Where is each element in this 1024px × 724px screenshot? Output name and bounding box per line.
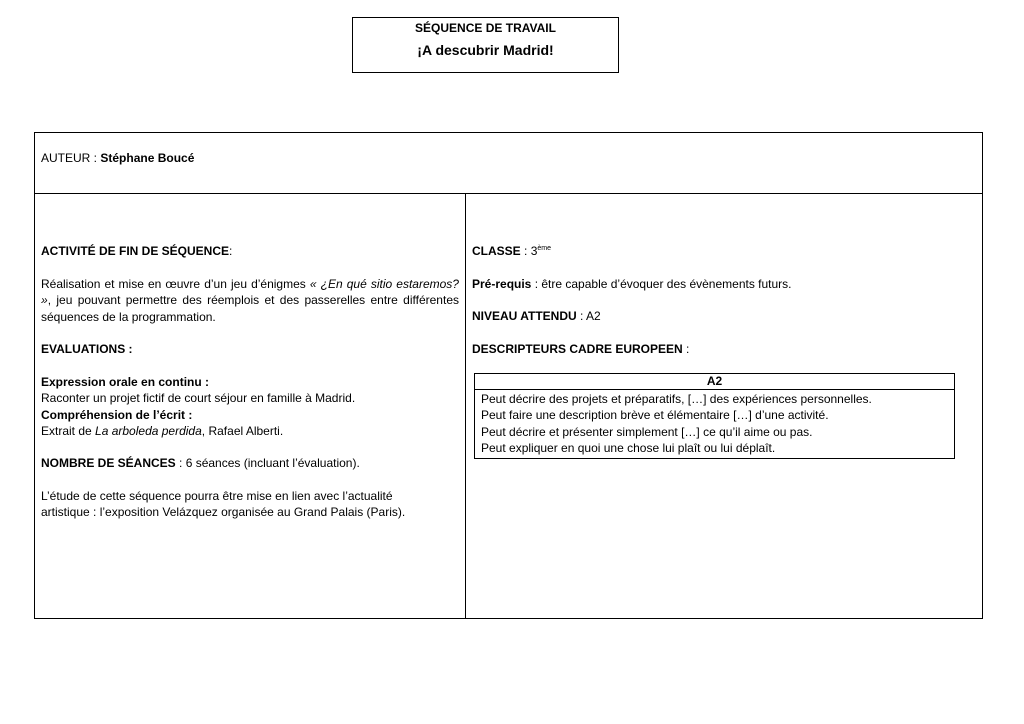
descripteurs-label: DESCRIPTEURS CADRE EUROPEEN bbox=[472, 342, 683, 356]
title-box bbox=[352, 17, 619, 73]
note-text: L’étude de cette séquence pourra être mise en lien avec l’actualité artistique : l’exposition Velázquez organisée au Grand Palais (Paris). bbox=[41, 489, 406, 520]
classe-sup: ème bbox=[537, 245, 552, 252]
descripteurs-text: : bbox=[682, 342, 690, 356]
classe-label: CLASSE bbox=[472, 244, 521, 258]
oral-heading: Expression orale en continu : bbox=[41, 375, 210, 389]
left-column bbox=[35, 194, 466, 618]
comprehension-heading: Compréhension de l’écrit : bbox=[41, 407, 193, 422]
descriptor-item: Peut expliquer en quoi une chose lui plaît ou lui déplaît. bbox=[481, 440, 776, 455]
oral-text: Raconter un projet fictif de court séjour en famille à Madrid. bbox=[41, 391, 356, 406]
sessions-text: : 6 séances (incluant l’évaluation). bbox=[175, 456, 360, 470]
evaluations-heading: EVALUATIONS : bbox=[41, 342, 133, 356]
activity-heading-line bbox=[41, 243, 459, 259]
author-name: Stéphane Boucé bbox=[100, 151, 195, 165]
descriptors-table-body bbox=[475, 390, 954, 458]
descriptor-item: Peut décrire et présenter simplement […] ce qu’il aime ou pas. bbox=[481, 424, 813, 439]
game-title: « ¿En qué sitio estaremos? » bbox=[41, 277, 459, 308]
author-row bbox=[35, 133, 982, 194]
activity-text-2: , jeu pouvant permettre des réemplois et des passerelles entre différentes séquences de la programmation. bbox=[41, 293, 459, 324]
prereq-label: Pré-requis bbox=[472, 277, 532, 291]
prereq-line bbox=[472, 276, 792, 292]
classe-value: 3 bbox=[530, 244, 538, 258]
descriptors-table bbox=[474, 373, 955, 459]
descriptor-item: Peut décrire des projets et préparatifs, […] des expériences personnelles. bbox=[481, 392, 872, 406]
author-line bbox=[41, 151, 194, 165]
author-label: AUTEUR bbox=[41, 151, 91, 165]
prereq-text: : être capable d’évoquer des évènements futurs. bbox=[531, 277, 792, 291]
activity-description bbox=[41, 276, 459, 325]
comprehension-text-1: Extrait de bbox=[41, 423, 96, 438]
evaluations-heading-line bbox=[41, 341, 459, 357]
sequence-title: ¡A descubrir Madrid! bbox=[417, 42, 554, 58]
sequence-label: SÉQUENCE DE TRAVAIL bbox=[415, 21, 556, 35]
comprehension-line bbox=[41, 423, 459, 439]
descriptors-table-header: A2 bbox=[475, 374, 954, 390]
evaluations-details bbox=[41, 374, 459, 439]
activity-heading: ACTIVITÉ DE FIN DE SÉQUENCE bbox=[41, 244, 230, 258]
niveau-text: : A2 bbox=[576, 309, 601, 323]
sessions-line bbox=[41, 455, 459, 471]
niveau-label: NIVEAU ATTENDU bbox=[472, 309, 577, 323]
comprehension-text-2: , Rafael Alberti. bbox=[201, 423, 284, 438]
activity-colon: : bbox=[229, 244, 233, 258]
author-sep: : bbox=[90, 151, 101, 165]
classe-sep: : bbox=[520, 244, 531, 258]
niveau-line bbox=[472, 308, 601, 324]
sessions-heading: NOMBRE DE SÉANCES bbox=[41, 456, 176, 470]
sequence-table bbox=[34, 132, 983, 619]
activity-text-1: Réalisation et mise en œuvre d’un jeu d’énigmes bbox=[41, 277, 310, 291]
right-column bbox=[466, 194, 982, 618]
book-title: La arboleda perdida bbox=[95, 423, 202, 438]
classe-line bbox=[472, 243, 551, 259]
descripteurs-line bbox=[472, 341, 689, 357]
descriptor-item: Peut faire une description brève et élémentaire […] d’une activité. bbox=[481, 408, 829, 423]
